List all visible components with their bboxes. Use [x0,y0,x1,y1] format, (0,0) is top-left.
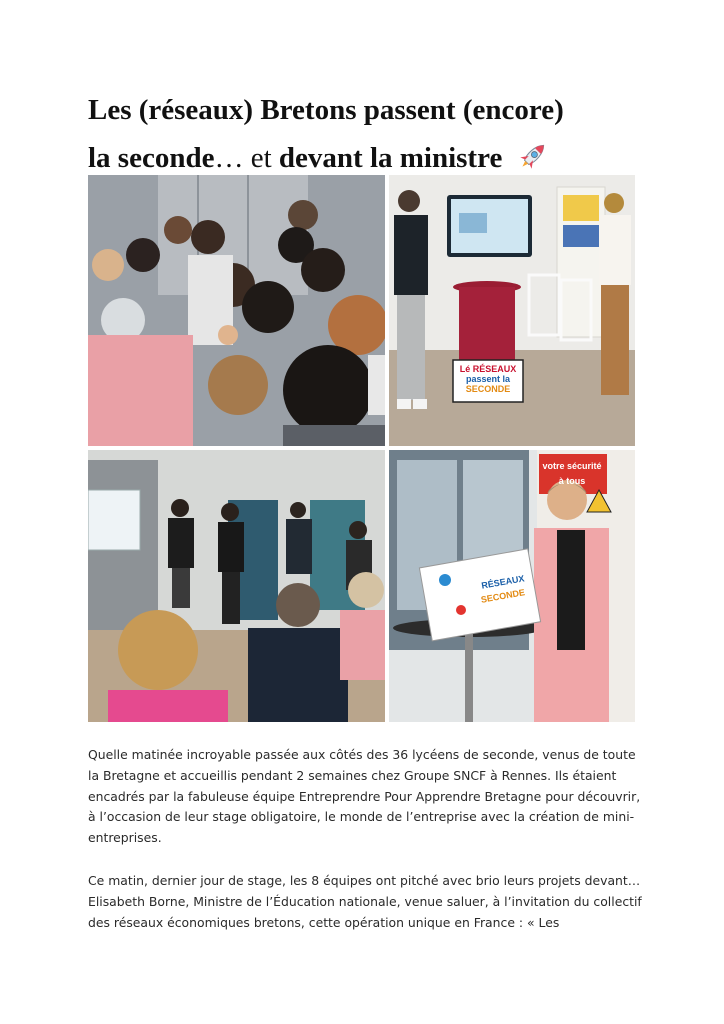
title-line-1: Les (réseaux) Bretons passent (encore) [88,94,564,126]
sign-line-2: passent la [465,374,511,384]
photo-presenter-with-sign [389,175,635,446]
article-paragraph-1: Quelle matinée incroyable passée aux côtés des 36 lycéens de seconde, venus de toute la Bretagne et accueillis pendant 2 semaines chez Groupe SNCF à Rennes. Ils étaient encadrés par la fabuleuse équipe Entreprendre Pour Apprendre Bretagne pour découvrir, à l’occasion de leur stage obligatoire, le monde de l’entreprise avec la création de mini-entreprises. [88,747,641,846]
rocket-icon [516,139,550,173]
photo-students-with-minister [88,175,385,446]
photo-pitch-audience [88,450,385,722]
title-connector: … et [214,142,279,174]
booklet-line-1: RÉSEAUX [480,573,526,591]
photo-minister-with-booklet [389,450,635,722]
title-line-2-start: la seconde [88,142,215,174]
banner-line-2: à tous [558,476,586,486]
sign-line-3: SECONDE [465,384,511,394]
title-line-2-end: devant la ministre [278,142,503,174]
article-title [88,86,648,182]
article-paragraph-2: Ce matin, dernier jour de stage, les 8 équipes ont pitché avec brio leurs projets devant… Elisabeth Borne, Ministre de l’Éducation nationale, venue saluer, à l’invitation du collectif des réseaux économiques bretons, cette opération unique en France : « Les [88,873,642,930]
booklet-line-2: SECONDE [480,587,526,605]
sign-line-1: Lé RÉSEAUX [459,364,517,374]
banner-line-1: votre sécurité [542,461,602,471]
